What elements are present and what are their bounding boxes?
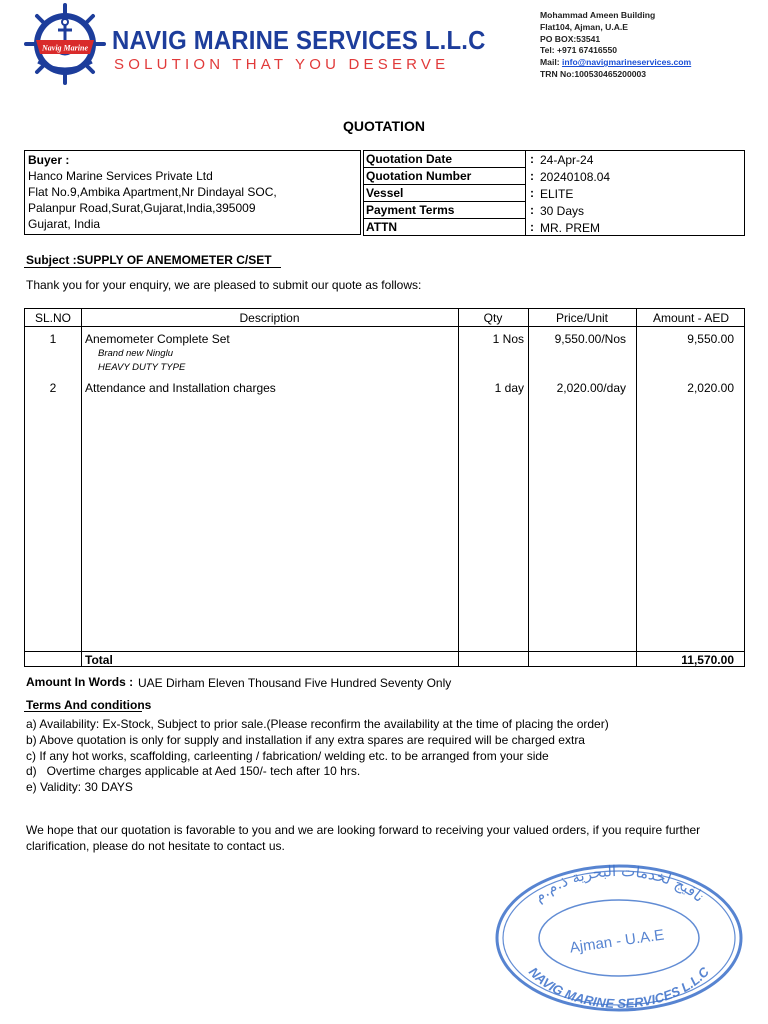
buyer-label: Buyer :: [28, 153, 70, 167]
terms-list: [26, 717, 609, 796]
terms-title: Terms And conditions: [26, 698, 152, 712]
buyer-line: Hanco Marine Services Private Ltd: [28, 169, 213, 183]
cell-description: Attendance and Installation charges: [85, 381, 276, 395]
buyer-line: Gujarat, India: [28, 217, 101, 231]
cell-slno: 2: [49, 381, 57, 395]
term-item: d) Overtime charges applicable at Aed 150/- tech after 10 hrs.: [26, 764, 361, 779]
address-line: PO BOX:53541: [540, 33, 601, 44]
info-value: 20240108.04: [540, 170, 611, 184]
col-header-slno: SL.NO: [34, 311, 71, 325]
subject-underline: [24, 267, 281, 268]
cell-amount: 2,020.00: [687, 381, 734, 395]
company-stamp: [494, 862, 744, 1014]
cell-qty: 1 Nos: [492, 332, 524, 346]
info-separator: :: [530, 152, 534, 166]
logo-text: Navig Marine: [42, 43, 88, 53]
info-label: ATTN: [366, 220, 398, 234]
intro-text: Thank you for your enquiry, we are pleased to submit our quote as follows:: [26, 278, 422, 292]
email-link[interactable]: info@navigmarineservices.com: [561, 57, 692, 68]
company-address: [540, 10, 691, 81]
info-row-quotation-number: [364, 168, 744, 185]
total-label: Total: [85, 653, 113, 667]
cell-amount: 9,550.00: [687, 332, 734, 346]
cell-qty: 1 day: [494, 381, 524, 395]
term-item: a) Availability: Ex-Stock, Subject to prior sale.(Please reconfirm the availability at the time of placing the order): [26, 717, 609, 731]
info-label: Vessel: [366, 186, 404, 200]
info-row-quotation-date: [364, 151, 744, 168]
buyer-box: [24, 150, 361, 235]
info-label: Payment Terms: [366, 203, 455, 217]
cell-price: 9,550.00/Nos: [554, 332, 626, 346]
items-table: [24, 308, 745, 667]
cell-price: 2,020.00/day: [556, 381, 626, 395]
info-label: Quotation Number: [366, 169, 472, 183]
company-name: NAVIG MARINE SERVICES L.L.C: [112, 25, 486, 55]
total-amount: 11,570.00: [681, 653, 734, 667]
cell-sub-description: HEAVY DUTY TYPE: [98, 362, 186, 373]
quote-info-box: [363, 150, 745, 236]
address-line: Flat104, Ajman, U.A.E: [540, 21, 629, 32]
closing-text: We hope that our quotation is favorable to you and we are looking forward to receiving your valued orders, if you require further clarification, please do not hesitate to contact us.: [26, 823, 701, 853]
info-separator: :: [530, 186, 534, 200]
address-line: Mohammad Ameen Building: [540, 10, 656, 20]
buyer-line: Flat No.9,Ambika Apartment,Nr Dindayal SOC,: [28, 185, 277, 199]
phone-line: Tel: +971 67416550: [540, 45, 618, 56]
cell-description: Anemometer Complete Set: [85, 332, 230, 346]
info-row-payment-terms: [364, 202, 744, 219]
stamp-company-text: NAVIG MARINE SERVICES L.L.C: [525, 964, 713, 1012]
term-item: b) Above quotation is only for supply and installation if any extra spares are required will be charged extra: [26, 732, 585, 747]
info-separator: :: [530, 220, 534, 234]
term-item: e) Validity: 30 DAYS: [26, 780, 133, 795]
company-logo: [22, 2, 108, 86]
buyer-line: Palanpur Road,Surat,Gujarat,India,395009: [28, 201, 256, 215]
subject: Subject :SUPPLY OF ANEMOMETER C/SET: [26, 253, 272, 267]
mail-line: [540, 57, 691, 69]
info-value: 24-Apr-24: [540, 153, 594, 167]
amount-in-words-label: Amount In Words :: [26, 675, 134, 689]
stamp-center-text: Ajman - U.A.E: [568, 926, 666, 957]
info-separator: :: [530, 169, 534, 183]
mail-label: Mail:: [540, 57, 562, 68]
col-header-price: Price/Unit: [555, 311, 608, 325]
document-title: QUOTATION: [343, 118, 425, 134]
info-separator: :: [530, 203, 534, 217]
info-value: MR. PREM: [540, 221, 600, 235]
info-label: Quotation Date: [366, 152, 452, 166]
term-item: c) If any hot works, scaffolding, carleenting / fabrication/ welding etc. to be arranged from your side: [26, 748, 549, 763]
col-header-description: Description: [239, 311, 300, 325]
trn-line: TRN No:100530465200003: [540, 68, 647, 79]
info-value: ELITE: [540, 187, 574, 201]
info-row-vessel: [364, 185, 744, 202]
cell-slno: 1: [49, 332, 57, 346]
info-row-attn: [364, 219, 744, 236]
stamp-arabic-text: نافيج لخدمات البحرية ذ.م.م: [530, 862, 709, 906]
col-header-amount: Amount - AED: [652, 311, 730, 325]
company-tagline: SOLUTION THAT YOU DESERVE: [114, 56, 450, 73]
col-header-qty: Qty: [483, 311, 503, 325]
amount-in-words-value: UAE Dirham Eleven Thousand Five Hundred Seventy Only: [138, 676, 452, 690]
info-value: 30 Days: [540, 204, 585, 218]
terms-underline: [24, 711, 142, 712]
cell-sub-description: Brand new Ninglu: [98, 348, 173, 359]
